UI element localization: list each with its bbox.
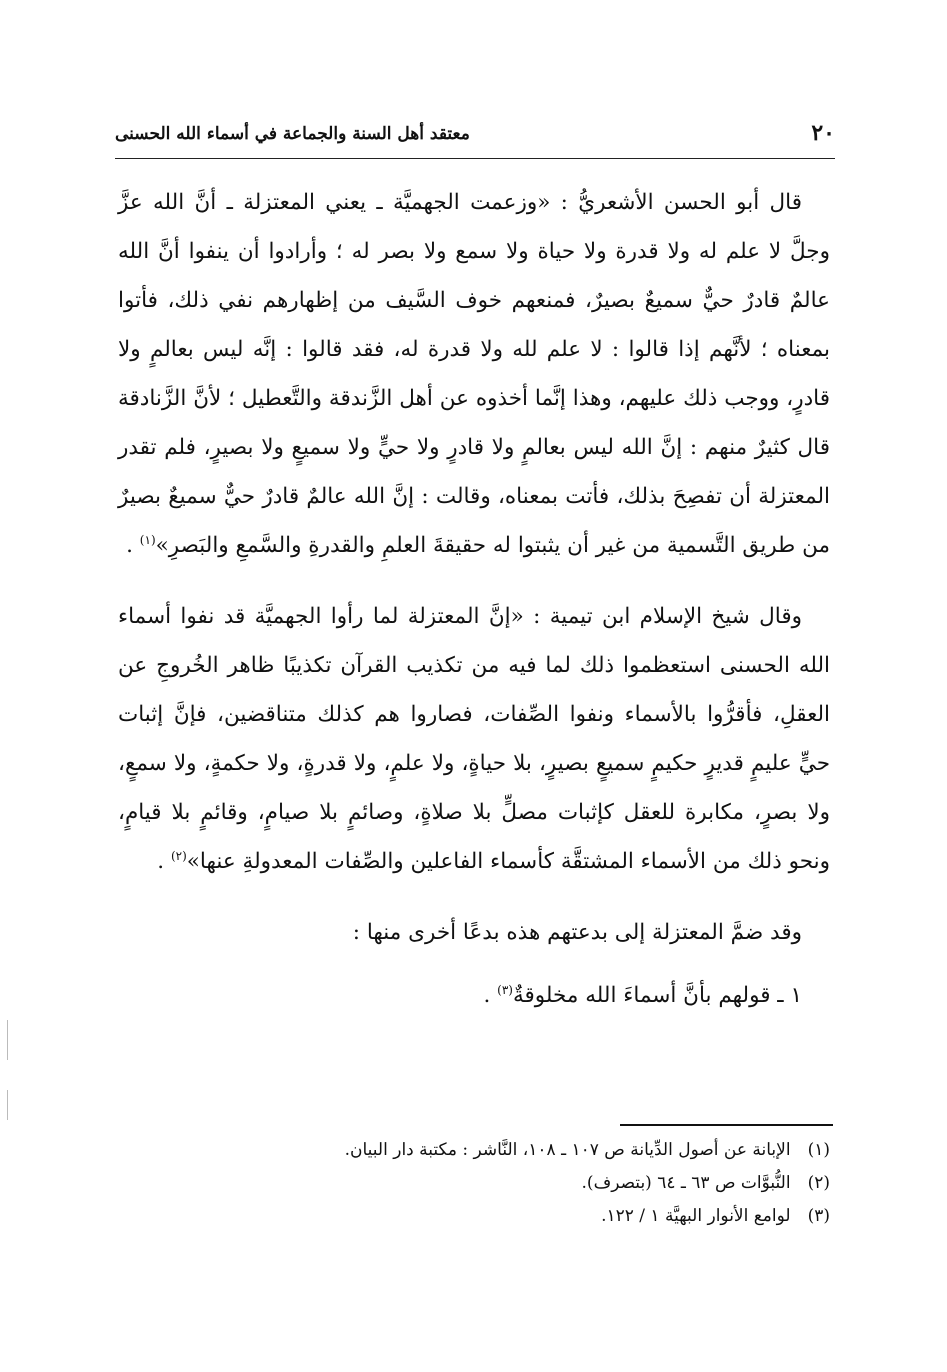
paragraph-tail: . <box>126 533 140 558</box>
footnote-ref: (١) <box>139 532 156 547</box>
main-text <box>118 178 830 1020</box>
paragraph-text: وقال شيخ الإسلام ابن تيمية : «إنَّ المعتزلة لما رأوا الجهميَّة قد نفوا أسماء الله الحسنى استعظموا ذلك لما فيه من تكذيب القرآن تكذيبًا ظاهر الخُروجِ عن العقلِ، فأقرُّوا بالأسماء ونفوا الصِّفات، فصاروا هم كذلك متناقضين، فإنَّ إثبات حيٍّ عليمٍ قديرٍ حكيمٍ سميعٍ بصيرٍ، بلا حياةٍ، ولا علمٍ، ولا قدرةٍ، ولا حكمةٍ، ولا سمعٍ، ولا بصرٍ، مكابرة للعقل كإثبات مصلٍّ بلا صلاةٍ، وصائمٍ بلا صيامٍ، وقائمٍ بلا قيامٍ، ونحو ذلك من الأسماء المشتقَّة كأسماء الفاعلين والصِّفات المعدولةِ عنها» <box>118 604 830 874</box>
footnote-2 <box>118 1167 830 1200</box>
paragraph-ashari-quote <box>118 178 830 570</box>
footnote-number: (١) <box>807 1140 830 1160</box>
footnote-ref: (٣) <box>497 982 513 997</box>
paragraph-tail: . <box>157 849 171 874</box>
footnote-1 <box>118 1134 830 1167</box>
footnotes <box>118 1134 830 1233</box>
footnote-ref: (٢) <box>170 848 187 863</box>
footnote-text: الإبانة عن أصول الدِّيانة ص ١٠٧ ـ ١٠٨، النَّاشر : مكتبة دار البيان. <box>344 1140 791 1160</box>
paragraph-tail: . <box>483 983 498 1008</box>
header-divider <box>115 158 835 159</box>
paragraph-text: قال أبو الحسن الأشعريُّ : «وزعمت الجهميَّة ـ يعني المعتزلة ـ أنَّ الله عزَّ وجلَّ لا علم له ولا قدرة ولا حياة ولا سمع ولا بصر له ؛ وأرادوا أن ينفوا أنَّ الله عالمٌ قادرٌ حيٌّ سميعٌ بصيرٌ، فمنعهم خوف السَّيف من إظهارهم نفي ذلك، فأتوا بمعناه ؛ لأنَّهم إذا قالوا : لا علم لله ولا قدرة له، فقد قالوا : إنَّه ليس بعالمٍ ولا قادرٍ، ووجب ذلك عليهم، وهذا إنَّما أخذوه عن أهل الزَّندقة والتَّعطيل ؛ لأنَّ الزَّنادقة قال كثيرٌ منهم : إنَّ الله ليس بعالمٍ ولا قادرٍ ولا حيٍّ ولا سميعٍ ولا بصيرٍ، فلم تقدر المعتزلة أن تفصِحَ بذلك، فأتت بمعناه، وقالت : إنَّ الله عالمٌ قادرٌ حيٌّ سميعٌ بصيرٌ من طريق التَّسمية من غير أن يثبتوا له حقيقةَ العلمِ والقدرةِ والسَّمعِ والبَصرِ» <box>118 190 830 558</box>
footnote-text: النُّبوَّات ص ٦٣ ـ ٦٤ (بتصرف). <box>581 1173 791 1193</box>
footnote-3 <box>118 1200 830 1233</box>
footnote-number: (٣) <box>807 1206 830 1226</box>
scan-edge-mark <box>7 1090 8 1120</box>
paragraph-text: وقد ضمَّ المعتزلة إلى بدعتهم هذه بدعًا أخرى منها : <box>352 920 802 945</box>
footnote-text: لوامع الأنوار البهيَّة ١ / ١٢٢. <box>601 1206 791 1226</box>
page-number: ٢٠ <box>811 120 835 146</box>
running-title: معتقد أهل السنة والجماعة في أسماء الله الحسنى <box>115 124 470 144</box>
footnote-divider <box>620 1124 833 1126</box>
list-item-names-created <box>118 971 830 1020</box>
footnote-number: (٢) <box>807 1173 830 1193</box>
page-header <box>115 118 835 158</box>
scan-edge-mark <box>7 1020 8 1060</box>
paragraph-text: ١ ـ قولهم بأنَّ أسماءَ الله مخلوقةٌ <box>512 983 802 1008</box>
paragraph-other-innovations <box>118 908 830 957</box>
paragraph-ibn-taymiyya-quote <box>118 592 830 886</box>
